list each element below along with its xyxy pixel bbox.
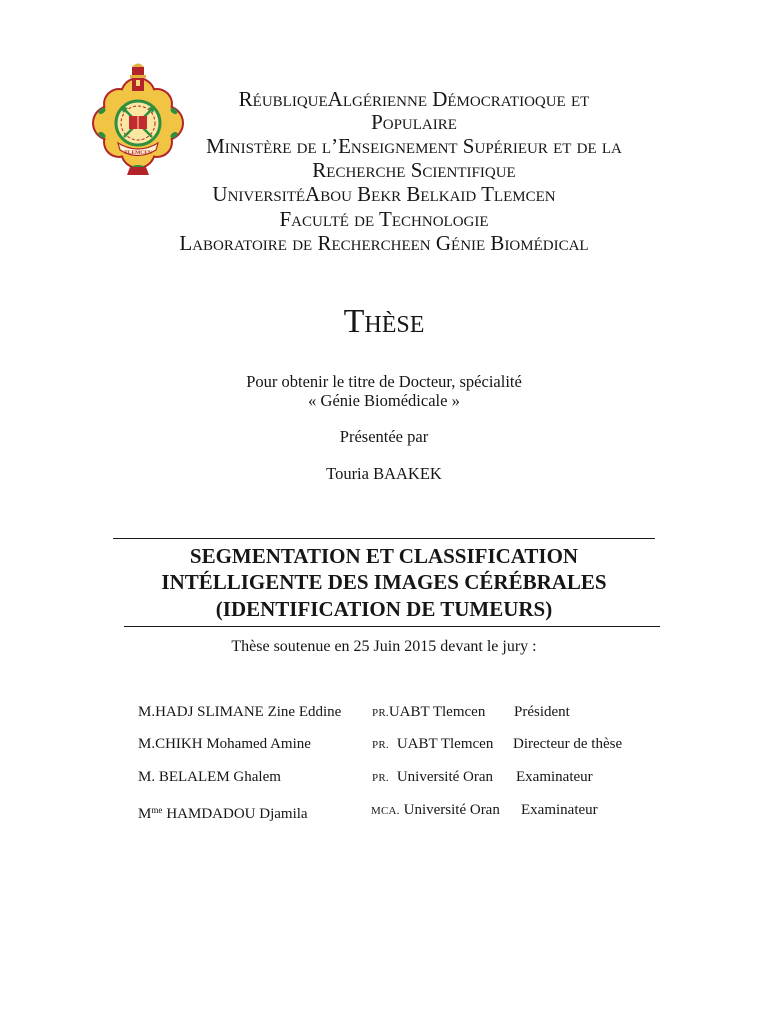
- header-line-university: UniversitéAbou Bekr Belkaid Tlemcen: [212, 182, 556, 206]
- jury-member-institution: UABT Tlemcen: [396, 736, 494, 752]
- jury-member-name: M.HADJ SLIMANE Zine Eddine: [138, 704, 342, 720]
- jury-row: [0, 734, 768, 754]
- header-line-laboratory: Laboratoire de Rechercheen Génie Biomédical: [179, 231, 589, 255]
- jury-member-institution: Université Oran: [403, 802, 500, 818]
- jury-member-name: M. BELALEM Ghalem: [138, 769, 281, 785]
- jury-member-grade: MCA.: [371, 805, 400, 817]
- jury-member-role: Examinateur: [516, 769, 593, 785]
- ribbon-text: TLEMCEN: [124, 150, 152, 156]
- thesis-title-line-2: INTÉLLIGENTE DES IMAGES CÉRÉBRALES: [161, 570, 607, 594]
- jury-member-role: Directeur de thèse: [513, 736, 623, 752]
- jury-member-grade: PR.: [372, 707, 389, 719]
- jury-member-grade: PR.: [372, 739, 389, 751]
- jury-member-affiliation: [371, 800, 500, 821]
- jury-member-institution: UABT Tlemcen: [388, 704, 486, 720]
- jury-member-surname: HAMDADOU Djamila: [166, 806, 308, 822]
- jury-member-role: Président: [514, 704, 570, 720]
- speciality-line: « Génie Biomédicale »: [308, 391, 460, 410]
- jury-member-grade: PR.: [372, 772, 389, 784]
- jury-member-affiliation: [372, 767, 493, 788]
- title-rule-bottom: [124, 626, 660, 627]
- document-type-heading: Thèse: [343, 303, 425, 340]
- jury-member-name: M.CHIKH Mohamed Amine: [138, 736, 311, 752]
- thesis-title-line-3: (IDENTIFICATION DE TUMEURS): [215, 597, 553, 621]
- jury-row: [0, 767, 768, 787]
- jury-member-name: [138, 800, 308, 824]
- title-rule-top: [113, 538, 655, 539]
- header-line-populaire: Populaire: [371, 110, 457, 134]
- header-line-faculty: Faculté de Technologie: [279, 207, 489, 231]
- jury-row: [0, 800, 768, 820]
- jury-member-affiliation: [372, 734, 493, 755]
- degree-line: Pour obtenir le titre de Docteur, spécialité: [246, 372, 522, 391]
- jury-row: [0, 702, 768, 722]
- jury-member-title-suffix: me: [151, 805, 163, 815]
- header-line-research: Recherche Scientifique: [312, 158, 516, 182]
- thesis-title-line-1: SEGMENTATION ET CLASSIFICATION: [189, 544, 579, 568]
- header-line-republic: RéubliqueAlgérienne Démocratioque et: [238, 87, 590, 111]
- jury-member-title-prefix: M: [138, 806, 152, 822]
- author-name: Touria BAAKEK: [326, 464, 442, 483]
- header-line-ministry: Ministère de l’Enseignement Supérieur et de la: [206, 134, 622, 158]
- jury-member-affiliation: [372, 702, 485, 723]
- jury-member-role: Examinateur: [521, 802, 598, 818]
- presented-by-label: Présentée par: [339, 427, 429, 446]
- defense-statement: Thèse soutenue en 25 Juin 2015 devant le jury :: [231, 638, 537, 655]
- jury-member-institution: Université Oran: [396, 769, 494, 785]
